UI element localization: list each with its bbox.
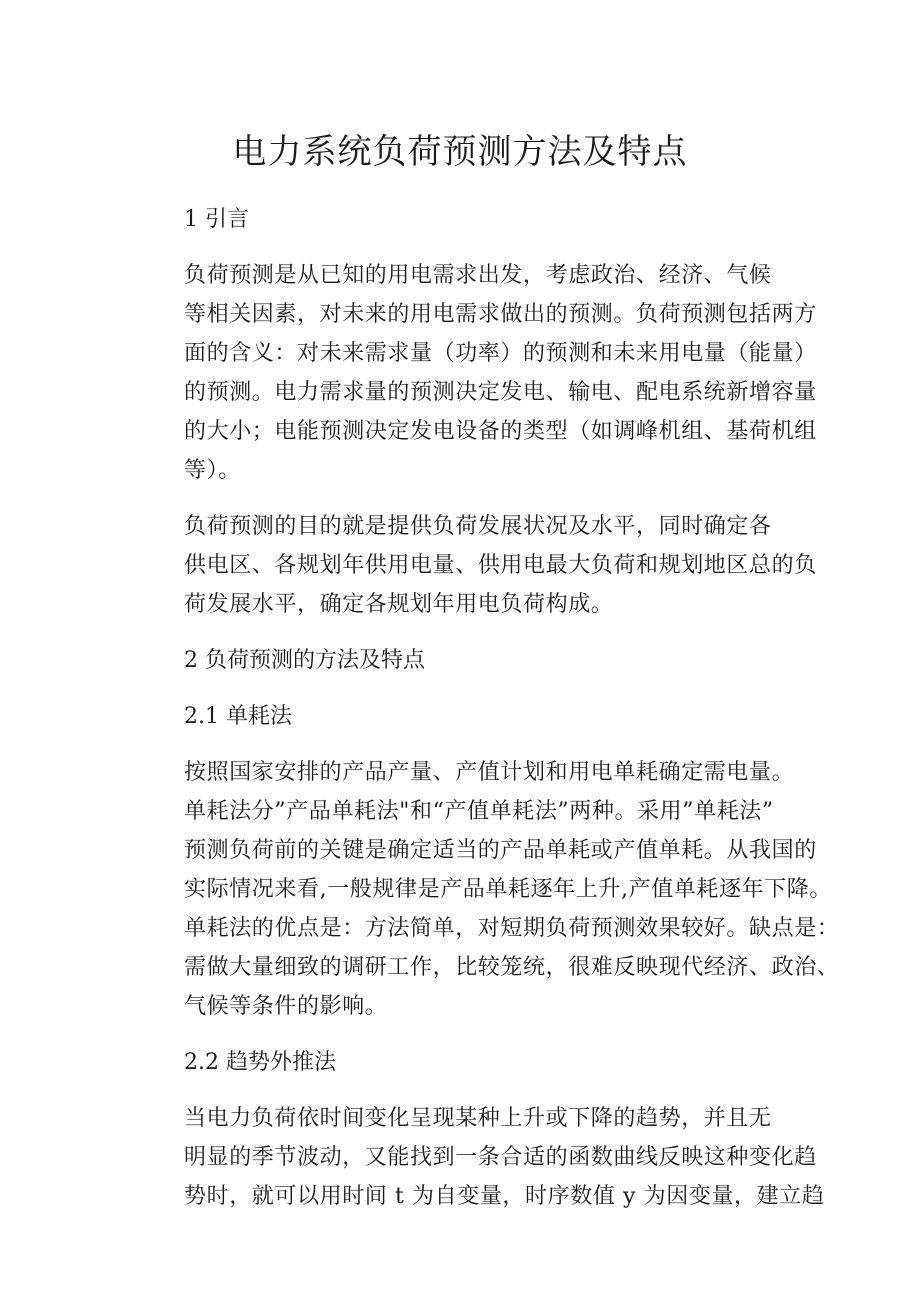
text-line: 气候等条件的影响。: [184, 994, 388, 1019]
section-heading: 2 负荷预测的方法及特点: [184, 648, 425, 673]
text-line: 当电力负荷依时间变化呈现某种上升或下降的趋势，并且无: [184, 1106, 772, 1131]
text-line: 单耗法分”产品单耗法"和“产值单耗法”两种。采用”单耗法”: [184, 799, 774, 824]
text-line: 的大小；电能预测决定发电设备的类型（如调峰机组、基荷机组: [184, 419, 817, 444]
text-line: 势时，就可以用时间 t 为自变量，时序数值 y 为因变量，建立趋: [184, 1184, 825, 1209]
text-line: 荷发展水平，确定各规划年用电负荷构成。: [184, 592, 614, 617]
text-line: 负荷预测的目的就是提供负荷发展状况及水平，同时确定各: [184, 514, 772, 539]
text-line: 实际情况来看,一般规律是产品单耗逐年上升,产值单耗逐年下降。: [184, 877, 832, 902]
text-line: 等）。: [184, 458, 241, 483]
text-line: 负荷预测是从已知的用电需求出发，考虑政治、经济、气候: [184, 263, 772, 288]
text-line: 等相关因素，对未来的用电需求做出的预测。负荷预测包括两方: [184, 302, 817, 327]
subsection-heading: 2.2 趋势外推法: [184, 1050, 336, 1075]
text-line: 明显的季节波动，又能找到一条合适的函数曲线反映这种变化趋: [184, 1145, 817, 1170]
document-body: [138, 200, 840, 1233]
text-line: 需做大量细致的调研工作，比较笼统，很难反映现代经济、政治、: [184, 955, 840, 980]
text-line: 的预测。电力需求量的预测决定发电、输电、配电系统新增容量: [184, 380, 817, 405]
text-line: 单耗法的优点是：方法简单，对短期负荷预测效果较好。缺点是：: [184, 916, 840, 941]
paragraph: [138, 507, 817, 624]
paragraph: [138, 256, 817, 490]
text-line: 预测负荷前的关键是确定适当的产品单耗或产值单耗。从我国的: [184, 838, 817, 863]
text-line: 供电区、各规划年供用电量、供用电最大负荷和规划地区总的负: [184, 553, 817, 578]
section-heading: 1 引言: [184, 207, 249, 232]
subsection-heading: 2.1 单耗法: [184, 704, 292, 729]
paragraph: [138, 1099, 825, 1216]
document-title: 电力系统负荷预测方法及特点: [232, 132, 688, 172]
text-line: 按照国家安排的产品产量、产值计划和用电单耗确定需电量。: [184, 760, 795, 785]
text-line: 面的含义：对未来需求量（功率）的预测和未来用电量（能量）: [184, 341, 817, 366]
paragraph: [138, 753, 840, 1026]
